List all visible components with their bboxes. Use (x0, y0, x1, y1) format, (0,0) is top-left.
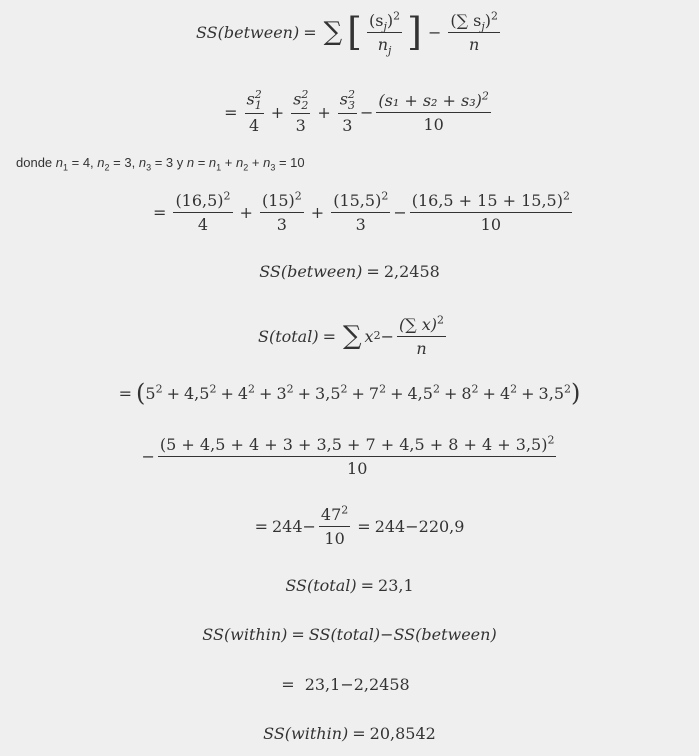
square-term-exponent: 2 (248, 382, 256, 396)
square-term-base: 7 (368, 383, 380, 403)
right-bracket: ] (407, 10, 422, 54)
square-term-base: 4 (499, 383, 511, 403)
eq-ss-within-definition: SS(within) = SS(total) − SS(between) (202, 624, 497, 644)
fraction-16-5: $\frac{(16,5)^2}{4}$ (175, 189, 231, 234)
square-term-base: 3 (276, 383, 287, 403)
fraction-47-squared: $\frac{47^2}{10}$ (320, 503, 349, 548)
square-term-base: 3,5 (315, 383, 341, 403)
ss-between-lhs: SS(between) (196, 22, 300, 42)
square-term-exponent: 2 (510, 382, 518, 396)
plus-sign: + (443, 383, 458, 403)
summation-icon: ∑ (342, 321, 362, 351)
square-term-base: 8 (461, 383, 472, 403)
fraction-sum-s: $\frac{(s_1 + s_2 + s_3)^2}{10}$ (378, 89, 489, 134)
square-term-base: 4,5 (407, 383, 433, 403)
eq-ss-within-result: SS(within) = 20,8542 (263, 723, 436, 743)
fraction-15-5: $\frac{(15,5)^2}{3}$ (333, 189, 389, 234)
square-term-base: 5 (145, 383, 156, 403)
plus-sign: + (390, 383, 404, 403)
fraction-15: $\frac{(15)^2}{3}$ (261, 189, 302, 234)
fraction-sum-sj-over-n: $\frac{(\sum s_j)^2}{n}$ (450, 9, 498, 54)
definitions-text: donde $n_1 = 4$, $n_2 = 3$, $n_3 = 3$ y $n = n_1 + n_2 + n_3 = 10$ (16, 155, 305, 173)
eq-s-total-definition: S(total) = ∑ x 2 − $\frac{(\sum x)^2}{n}$ (257, 313, 444, 358)
plus-sign: + (259, 383, 273, 403)
eq-ss-between-expanded: = s 2 1 4 + s 2 2 3 + s 2 3 3 − $\frac{(s_1 + s_2 + s_3)^2}{10}$ (224, 88, 489, 135)
squares-list (145, 384, 571, 403)
square-term-base: 4 (237, 383, 249, 403)
square-term-exponent: 2 (340, 382, 348, 396)
left-bracket: [ (347, 10, 362, 54)
eq-sum-fraction: − $\frac{(5 + 4,5 + 4 + 3 + 3,5 + 7 + 4,5 + 8 + 4 + 3,5)^2}{10}$ (141, 433, 555, 478)
fraction-sum-x: $\frac{(\sum x)^2}{n}$ (398, 313, 444, 358)
square-term-base: 3,5 (538, 383, 564, 403)
fraction-sum-values: $\frac{(5 + 4,5 + 4 + 3 + 3,5 + 7 + 4,5 + 8 + 4 + 3,5)^2}{10}$ (159, 433, 555, 478)
eq-ss-between-definition: SS(between) = ∑ [ $\frac{(s_j)^2}{n_j}$ ] − $\frac{(\sum s_j)^2}{n}$ (196, 9, 498, 57)
eq-ss-between-numeric: = $\frac{(16,5)^2}{4}$ + $\frac{(15)^2}{3}$ + $\frac{(15,5)^2}{3}$ − $\frac{(16,5 + 15 + 15,5)^2}{10}$ (153, 189, 570, 234)
plus-sign: + (297, 383, 312, 403)
plus-sign: + (220, 383, 234, 403)
fraction-s1: s 2 1 4 (246, 88, 262, 135)
eq-ss-total-result: SS(total) = 23,1 (285, 575, 414, 595)
eq-ss-between-result: SS(between) = 2,2458 (259, 261, 440, 281)
square-term-base: 4,5 (184, 383, 210, 403)
plus-sign: + (351, 383, 365, 403)
fraction-s2: s 2 2 3 (293, 88, 309, 135)
eq-ss-within-calculation: = 23,1−2,2458 (281, 674, 410, 694)
square-term-exponent: 2 (564, 382, 571, 396)
square-term-exponent: 2 (209, 382, 217, 396)
summation-icon: ∑ (323, 17, 343, 47)
square-term-exponent: 2 (155, 382, 163, 396)
plus-sign: + (521, 383, 535, 403)
square-term-exponent: 2 (432, 382, 440, 396)
fraction-total-sum: $\frac{(16,5 + 15 + 15,5)^2}{10}$ (411, 189, 570, 234)
fraction-s3: s 2 3 3 (339, 88, 355, 135)
plus-sign: + (482, 383, 496, 403)
square-term-exponent: 2 (379, 382, 387, 396)
plus-sign: + (166, 383, 180, 403)
eq-total-calculation: = 244 − $\frac{47^2}{10}$ = 244−220,9 (254, 503, 465, 548)
eq-sum-of-squares: = ( $5^2 + 4,5^2 + 4^2 + 3^2 + 3,5^2 + 7^2 + 4,5^2 + 8^2 + 4^2 + 3,5^2$ ) (118, 379, 581, 407)
square-term-exponent: 2 (471, 382, 479, 396)
square-term-exponent: 2 (286, 382, 294, 396)
fraction-sj-over-nj: $\frac{(s_j)^2}{n_j}$ (369, 9, 401, 57)
